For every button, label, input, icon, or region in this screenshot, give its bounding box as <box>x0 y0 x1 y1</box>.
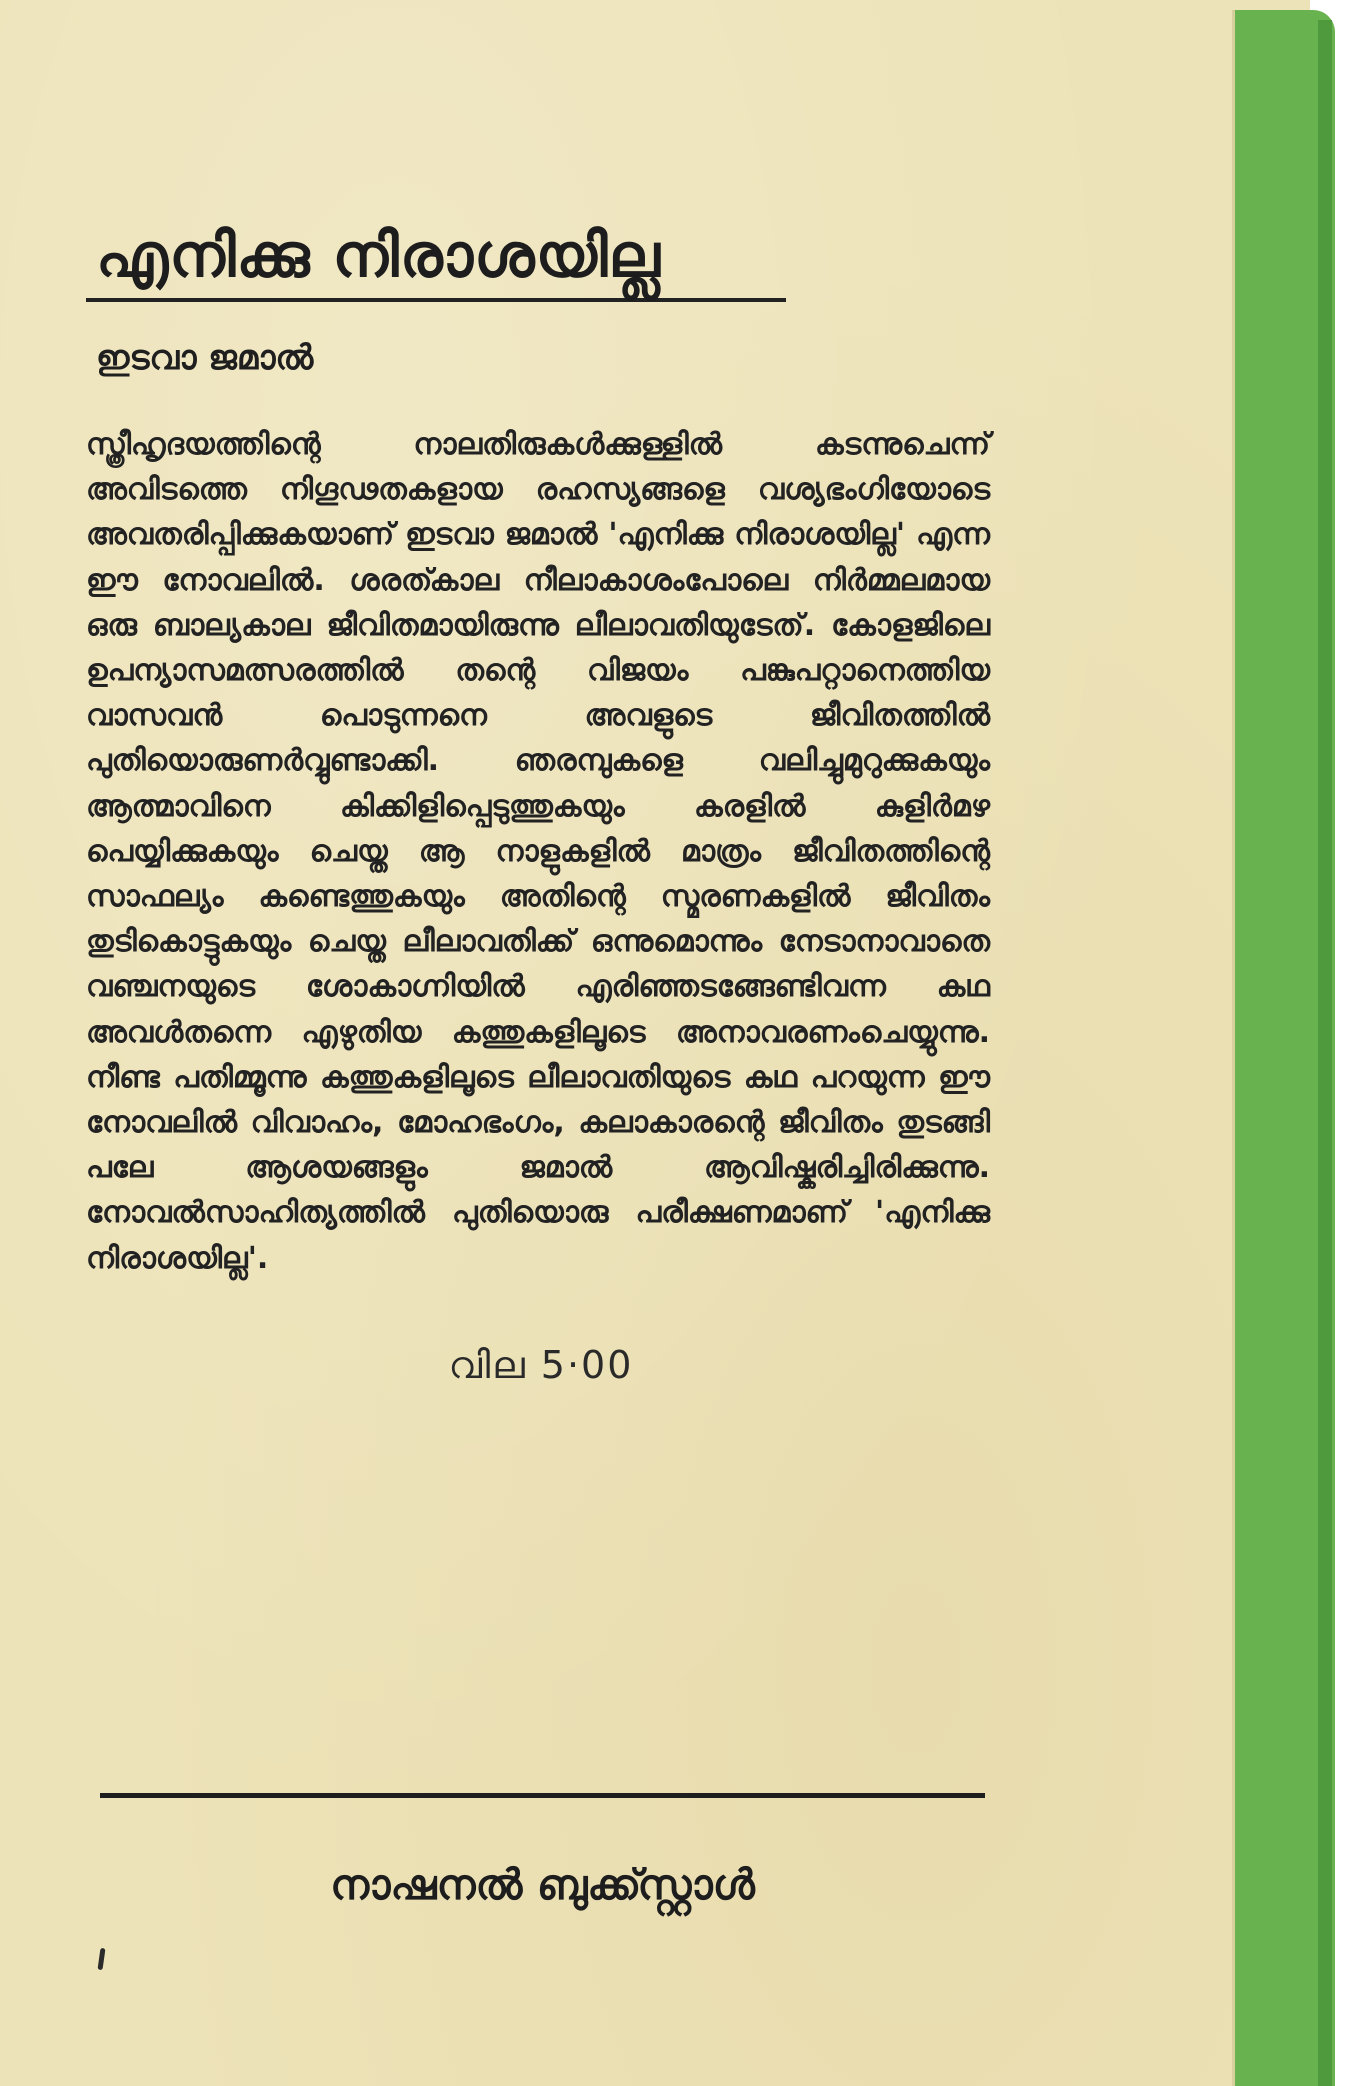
title-underline <box>86 298 786 302</box>
book-title: എനിക്കു നിരാശയില്ല <box>96 221 661 291</box>
cover-content <box>86 220 996 1388</box>
publisher-divider <box>100 1793 985 1798</box>
spine-edge <box>1318 20 1332 2086</box>
price-label: വില 5·00 <box>448 1342 634 1387</box>
publisher-name: നാഷനൽ ബുക്ക്സ്റ്റാൾ <box>330 1860 755 1909</box>
blurb-text: സ്ത്രീഹൃദയത്തിന്റെ നാലതിരുകൾക്കുള്ളിൽ കടന്നുചെന്ന് അവിടത്തെ നിഗൂഢതകളായ രഹസ്യങ്ങളെ വശ്യഭംഗിയോടെ അവതരിപ്പിക്കുകയാണ് ഇടവാ ജമാൽ 'എനിക്കു നിരാശയില്ല' എന്ന ഈ നോവലിൽ. ശരത്കാല നീലാകാശംപോലെ നിർമ്മലമായ ഒരു ബാല്യകാല ജീവിതമായിരുന്നു ലീലാവതിയുടേത്. കോളജിലെ ഉപന്യാസമത്സരത്തിൽ തന്റെ വിജയം പങ്കുപറ്റാനെത്തിയ വാസവൻ പൊടുന്നനെ അവളുടെ ജീവിതത്തിൽ പുതിയൊരുണർവ്വുണ്ടാക്കി. ഞരമ്പുകളെ വലിച്ചുമുറുക്കുകയും ആത്മാവിനെ കിക്കിളിപ്പെടുത്തുകയും കരളിൽ കുളിർമഴ പെയ്യിക്കുകയും ചെയ്ത ആ നാളുകളിൽ മാത്രം ജീവിതത്തിന്റെ സാഫല്യം കണ്ടെത്തുകയും അതിന്റെ സ്മരണകളിൽ ജീവിതം തുടികൊട്ടുകയും ചെയ്ത ലീലാവതിക്ക് ഒന്നുമൊന്നും നേടാനാവാതെ വഞ്ചനയുടെ ശോകാഗ്നിയിൽ എരിഞ്ഞടങ്ങേണ്ടിവന്ന കഥ അവൾതന്നെ എഴുതിയ കത്തുകളിലൂടെ അനാവരണംചെയ്യുന്നു. നീണ്ട പതിമ്മൂന്നു കത്തുകളിലൂടെ ലീലാവതിയുടെ കഥ പറയുന്ന ഈ നോവലിൽ വിവാഹം, മോഹഭംഗം, കലാകാരന്റെ ജീവിതം തുടങ്ങി പലേ ആശയങ്ങളും ജമാൽ ആവിഷ്കരിച്ചിരിക്കുന്നു. നോവൽസാഹിത്യത്തിൽ പുതിയൊരു പരീക്ഷണമാണ് 'എനിക്കു നിരാശയില്ല'. <box>86 427 990 1276</box>
author-name: ഇടവാ ജമാൽ <box>96 338 314 378</box>
